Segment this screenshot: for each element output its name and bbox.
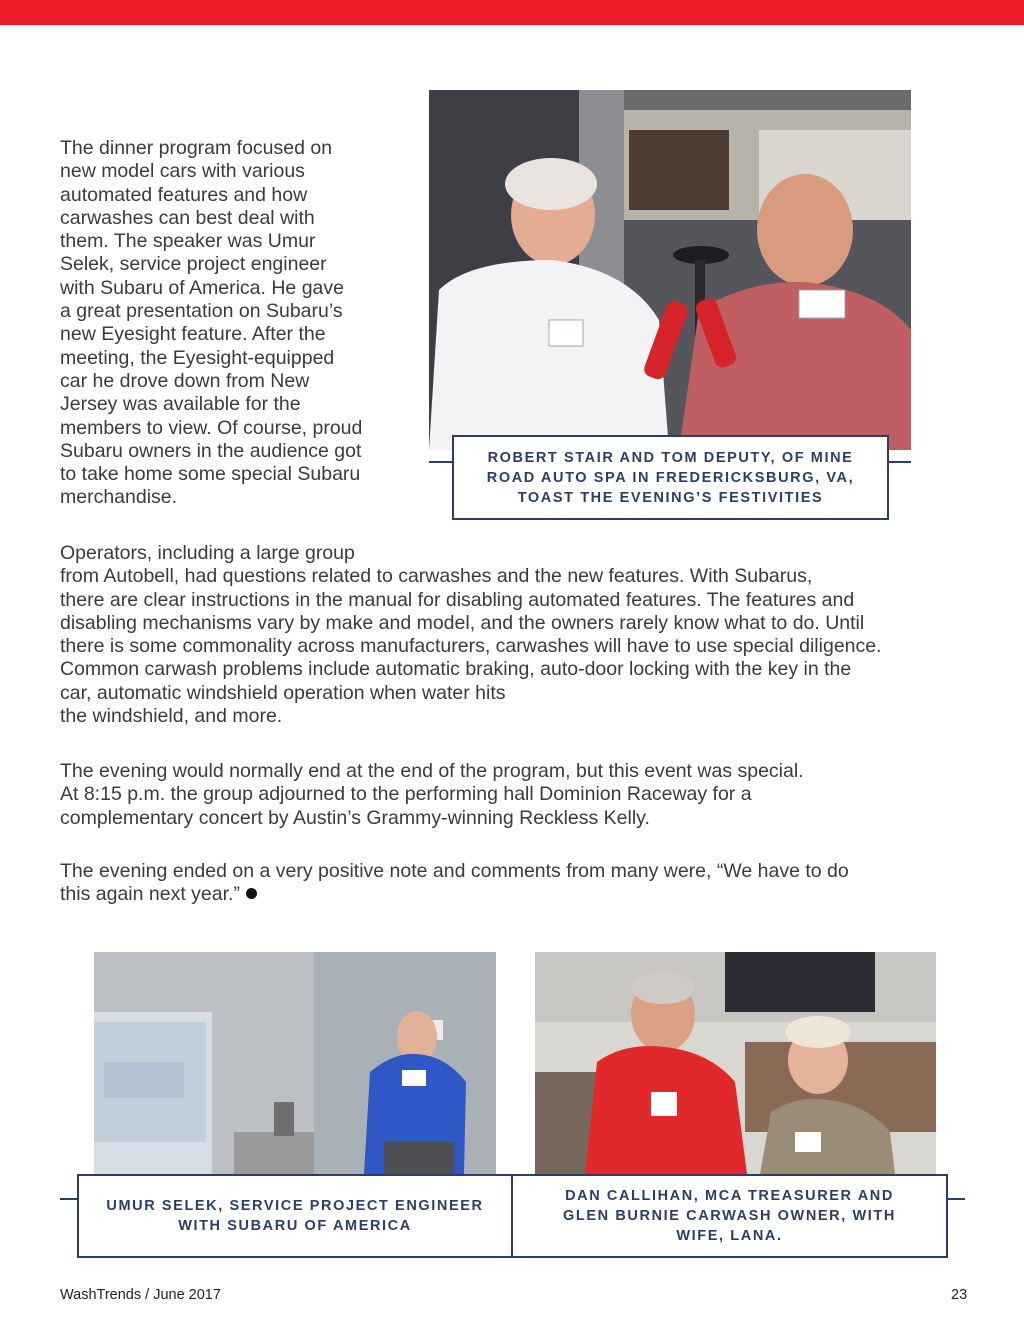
photo-umur-selek: [94, 952, 496, 1174]
text-line: Subaru owners in the audience got: [60, 439, 362, 462]
text-line: the windshield, and more.: [60, 705, 283, 728]
caption-bottom-left-text: UMUR SELEK, SERVICE PROJECT ENGINEER WITH SUBARU OF AMERICA: [106, 1198, 484, 1234]
text-line: The dinner program focused on: [60, 137, 333, 159]
footer-publication: WashTrends / June 2017: [60, 1287, 221, 1303]
article-paragraph-2: [60, 542, 882, 728]
end-of-article-bullet-icon: [246, 888, 257, 899]
text-line: with Subaru of America. He gave: [60, 276, 344, 299]
text-line: to take home some special Subaru: [60, 463, 361, 486]
text-line: Jersey was available for the: [60, 393, 301, 416]
caption-bottom-right-text: DAN CALLIHAN, MCA TREASURER AND GLEN BURNIE CARWASH OWNER, WITH WIFE, LANA.: [563, 1188, 896, 1244]
text-line: disabling mechanisms vary by make and model, and the owners rarely know what to do. Until: [60, 611, 865, 634]
text-line: Selek, service project engineer: [60, 253, 327, 276]
article-paragraph-4: [60, 860, 849, 907]
text-line: meeting, the Eyesight-equipped: [60, 346, 335, 369]
text-line: Operators, including a large group: [60, 542, 355, 564]
caption-top-text: ROBERT STAIR AND TOM DEPUTY, OF MINE ROAD AUTO SPA IN FREDERICKSBURG, VA, TOAST THE EVENING’S FESTIVITIES: [486, 449, 855, 506]
text-line: The evening would normally end at the end of the program, but this event was special.: [60, 760, 804, 782]
text-line: there is some commonality across manufacturers, carwashes will have to use special diligence.: [60, 635, 882, 658]
text-line: carwashes can best deal with: [60, 206, 315, 229]
text-line: a great presentation on Subaru’s: [60, 300, 343, 323]
article-paragraph-1: [60, 137, 362, 510]
photo-robert-stair-tom-deputy: [429, 90, 911, 450]
photo-dan-callihan-lana: [535, 952, 936, 1174]
text-line: The evening ended on a very positive note and comments from many were, “We have to do: [60, 860, 849, 882]
text-line: new Eyesight feature. After the: [60, 323, 326, 346]
caption-bottom-right: [511, 1174, 948, 1258]
text-line: car he drove down from New: [60, 369, 310, 392]
text-line: members to view. Of course, proud: [60, 416, 363, 439]
text-line: car, automatic windshield operation when water hits: [60, 681, 506, 704]
text-line: new model cars with various: [60, 160, 305, 183]
text-line: them. The speaker was Umur: [60, 230, 316, 253]
caption-top-photo: [452, 435, 889, 520]
text-line: Common carwash problems include automatic braking, auto-door locking with the key in the: [60, 658, 852, 681]
text-line: merchandise.: [60, 486, 178, 509]
text-line: from Autobell, had questions related to carwashes and the new features. With Subarus,: [60, 565, 813, 588]
caption-bottom-left: [77, 1174, 513, 1258]
text-line: there are clear instructions in the manual for disabling automated features. The features and: [60, 588, 855, 611]
footer-page-number: 23: [951, 1287, 968, 1303]
text-line: automated features and how: [60, 183, 308, 206]
text-line: complementary concert by Austin’s Grammy-winning Reckless Kelly.: [60, 806, 650, 829]
text-line: At 8:15 p.m. the group adjourned to the performing hall Dominion Raceway for a: [60, 783, 752, 806]
top-accent-bar: [0, 0, 1024, 25]
text-line: this again next year.”: [60, 883, 849, 906]
article-paragraph-3: [60, 760, 804, 830]
